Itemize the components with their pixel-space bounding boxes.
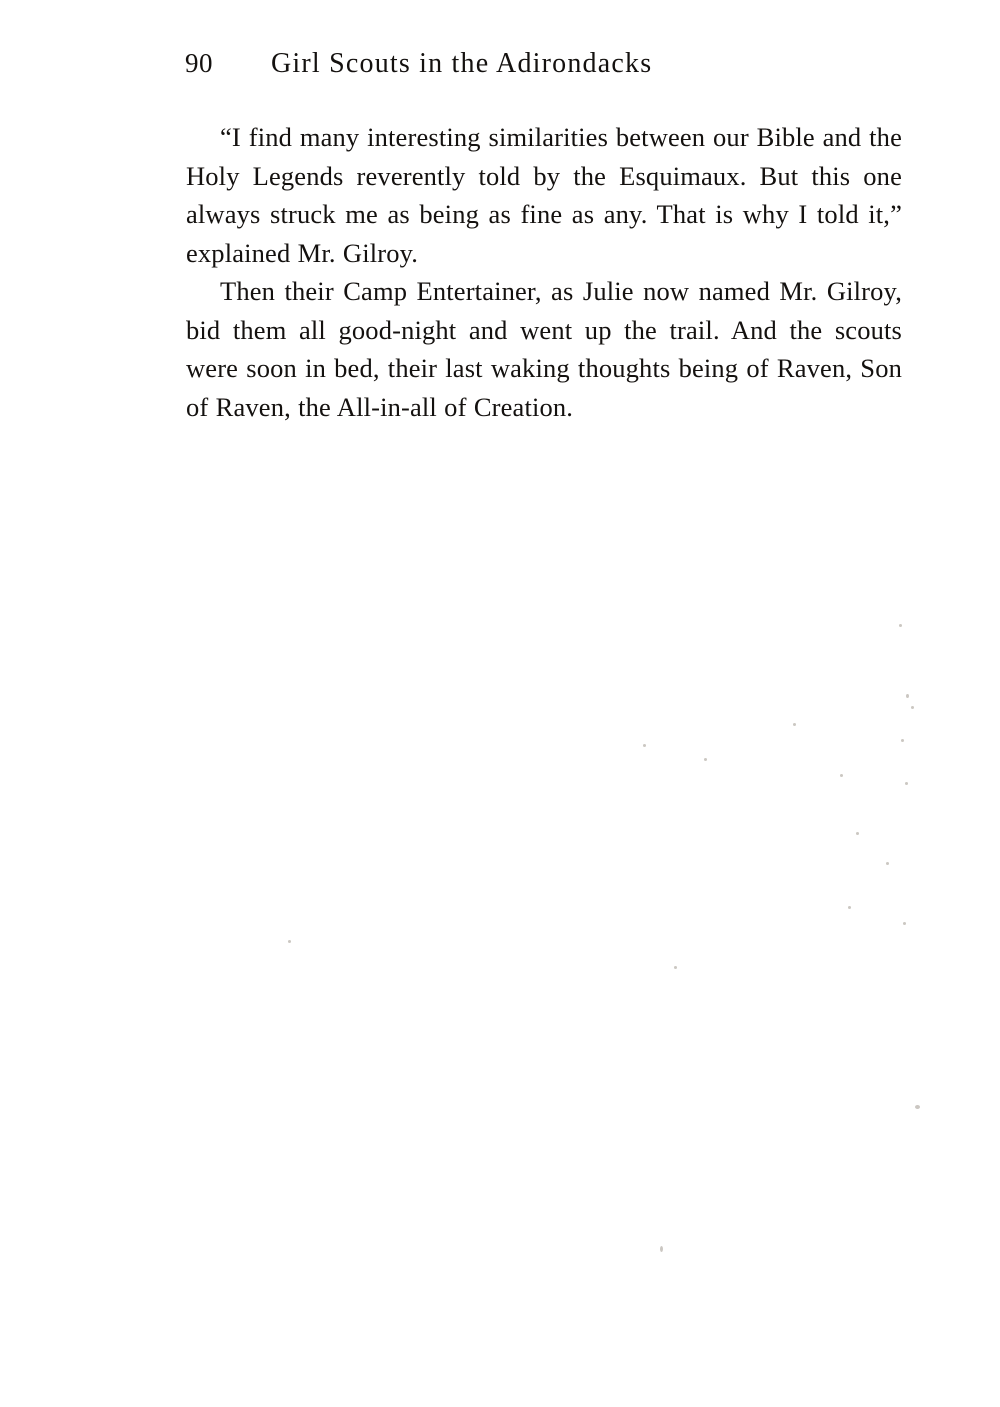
page-speckle [288, 940, 291, 943]
page-body [186, 118, 902, 426]
page-speckle [660, 1246, 663, 1252]
page-speckle [856, 832, 859, 835]
page-speckle [840, 774, 843, 777]
paragraph: Then their Camp Entertainer, as Julie now named Mr. Gilroy, bid them all good-night and went up the trail. And the scouts were soon in bed, their last waking thoughts being of Raven, Son of Raven, the All-in-all of Creation. [186, 276, 902, 422]
page-speckle [915, 1105, 920, 1109]
page-speckle [901, 739, 904, 742]
page-speckle [848, 906, 851, 909]
page-speckle [886, 862, 889, 865]
page-speckle [899, 624, 902, 627]
page-speckle [906, 694, 909, 698]
page-speckle [674, 966, 677, 969]
paragraph: “I find many interesting similarities between our Bible and the Holy Legends reverently told by the Esquimaux. But this one always struck me as being as fine as any. That is why I told it,” explained Mr. Gilroy. [186, 122, 902, 268]
page-speckle [911, 706, 914, 709]
page-speckle [704, 758, 707, 761]
page-header [185, 48, 825, 80]
page-speckle [793, 723, 796, 726]
page-speckle [905, 782, 908, 785]
page-speckle [643, 744, 646, 747]
running-title: Girl Scouts in the Adirondacks [271, 48, 653, 79]
page-speckle [903, 922, 906, 925]
page-number: 90 [185, 48, 213, 78]
